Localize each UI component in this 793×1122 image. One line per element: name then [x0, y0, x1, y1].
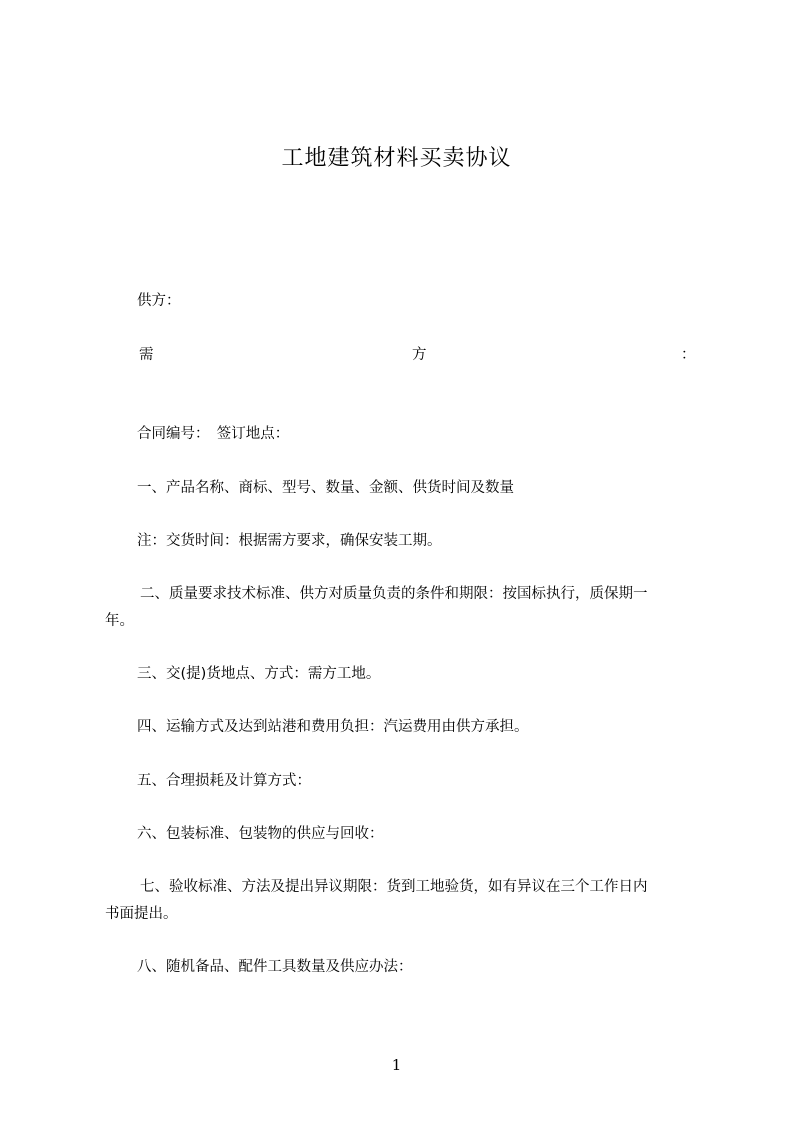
clause-7-line-1: 七、验收标准、方法及提出异议期限：货到工地验货，如有异议在三个工作日内	[140, 879, 648, 895]
contract-number-and-location: 合同编号： 签订地点：	[137, 426, 290, 442]
clause-2-line-1: 二、质量要求技术标准、供方对质量负责的条件和期限：按国标执行，质保期一	[140, 586, 648, 602]
clause-3: 三、交(提)货地点、方式：需方工地。	[137, 666, 381, 682]
clause-5: 五、合理损耗及计算方式：	[137, 773, 311, 789]
clause-2-line-2: 年。	[105, 613, 134, 629]
supplier-label: 供方：	[137, 293, 181, 309]
clause-4: 四、运输方式及达到站港和费用负担：汽运费用由供方承担。	[137, 719, 529, 735]
buyer-label-colon: ：	[681, 347, 696, 363]
clause-7-line-2: 书面提出。	[105, 906, 178, 922]
document-title: 工地建筑材料买卖协议	[281, 146, 512, 171]
buyer-label-char-2: 方	[412, 347, 427, 363]
clause-8: 八、随机备品、配件工具数量及供应办法：	[137, 959, 413, 975]
clause-1: 一、产品名称、商标、型号、数量、金额、供货时间及数量	[137, 480, 514, 496]
clause-6: 六、包装标准、包装物的供应与回收：	[137, 826, 384, 842]
delivery-note: 注：交货时间：根据需方要求，确保安装工期。	[137, 533, 442, 549]
buyer-label-char-1: 需	[139, 347, 154, 363]
page-number: 1	[391, 1056, 402, 1074]
